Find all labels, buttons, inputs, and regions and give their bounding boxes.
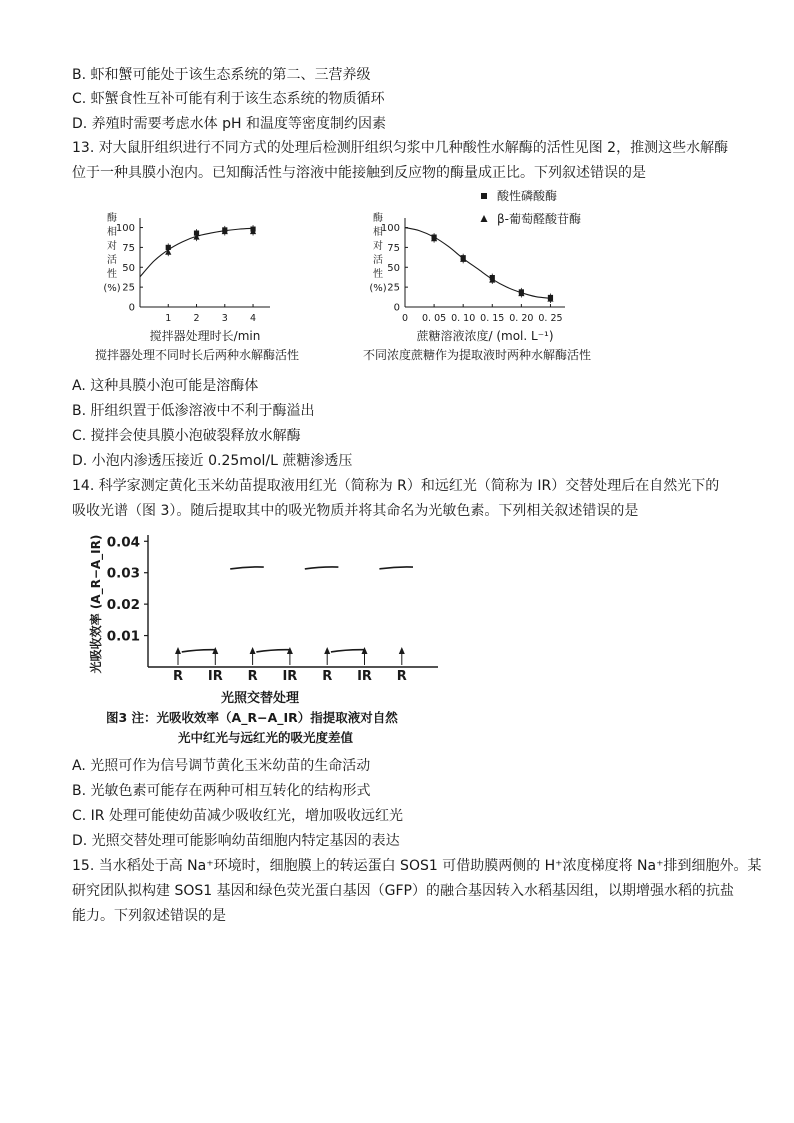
plot2-x-tick-label: 0. 05 [421, 313, 447, 324]
plot1-y-label-char: 性 [107, 269, 117, 280]
q14-option-a: A. 光照可作为信号调节黄化玉米幼苗的生命活动 [72, 758, 371, 774]
fig3-y-tick-label: 0.02 [106, 597, 140, 614]
q15-stem-line3: 能力。下列叙述错误的是 [72, 908, 226, 924]
plot1-x-label: 搅拌器处理时长/min [149, 329, 261, 343]
plot2-x-label: 蔗糖溶液浓度/ (mol. L⁻¹) [416, 329, 554, 343]
fig3-x-tick-label: R [172, 669, 184, 684]
plot2-y-tick-label: 0 [393, 302, 400, 314]
plot1-x-tick-label: 1 [165, 313, 172, 324]
q14-option-b: B. 光敏色素可能存在两种可相互转化的结构形式 [72, 783, 371, 799]
fig3-treatment-arrowhead [287, 647, 293, 654]
plot1-y-label-char: (%) [103, 283, 121, 294]
plot1-y-label-char: 相 [107, 227, 117, 238]
fig3-x-tick-label: R [322, 669, 333, 684]
plot2-x-tick-label: 0 [401, 313, 409, 324]
fig3-caption-line2: 光中红光与远红光的吸光度差值 [178, 730, 354, 745]
q13-stem-line2: 位于一种具膜小泡内。已知酶活性与溶液中能接触到反应物的酶量成正比。下列叙述错误的是 [72, 165, 646, 181]
plot1-y-label-char: 对 [107, 241, 117, 252]
fig3-treatment-arrowhead [250, 647, 256, 654]
plot1-x-tick-label: 3 [221, 313, 228, 324]
plot1-y-tick-label: 50 [122, 262, 135, 274]
fig3-y-tick-label: 0.04 [106, 534, 140, 551]
fig3-treatment-arrowhead [212, 647, 218, 654]
plot2-x-tick-label: 0. 10 [451, 313, 476, 324]
plot2-x-tick-label: 0. 25 [538, 313, 563, 324]
fig3-treatment-arrowhead [362, 647, 368, 654]
q14-stem-line1: 14. 科学家测定黄化玉米幼苗提取液用红光（简称为 R）和远红光（简称为 IR）交替处理后在自然光下的 [72, 478, 720, 494]
q15-stem-line2: 研究团队拟构建 SOS1 基因和绿色荧光蛋白基因（GFP）的融合基因转入水稻基因组，以期增强水稻的抗盐 [72, 883, 734, 899]
q13-option-c: C. 搅拌会使具膜小泡破裂释放水解酶 [72, 428, 301, 444]
fig3-x-tick-label: IR [207, 669, 223, 684]
fig3-treatment-arrowhead [324, 647, 330, 654]
plot1-caption: 搅拌器处理不同时长后两种水解酶活性 [94, 348, 300, 362]
fig3-x-tick-label: R [396, 669, 407, 684]
fig3-y-tick-label: 0.03 [106, 565, 140, 582]
plot2-caption: 不同浓度蔗糖作为提取液时两种水解酶活性 [362, 348, 592, 362]
option-b-top: B. 虾和蟹可能处于该生态系统的第二、三营养级 [72, 67, 371, 83]
plot2-y-label-char: 性 [373, 269, 383, 280]
plot2-y-label-char: 活 [373, 255, 383, 266]
plot2-x-tick-label: 0. 15 [480, 313, 505, 324]
plot1-y-tick-label: 0 [128, 302, 135, 314]
fig3-data-segment [379, 567, 413, 569]
fig3-x-tick-label: IR [282, 669, 298, 684]
fig3-data-segment [182, 650, 216, 652]
fig3-caption-line1: 图3 注：光吸收效率（A_R−A_IR）指提取液对自然 [106, 710, 398, 725]
plot2-x-tick-label: 0. 20 [509, 313, 534, 324]
plot2-y-label-char: 酶 [373, 213, 383, 224]
plot1-x-tick-label: 2 [193, 313, 200, 324]
q13-stem-line1: 13. 对大鼠肝组织进行不同方式的处理后检测肝组织匀浆中几种酸性水解酶的活性见图 2，推测这些水解酶 [72, 140, 729, 156]
plot1-x-tick-label: 4 [250, 313, 257, 324]
plot2-y-tick-label: 75 [387, 242, 400, 254]
plot2-y-tick-label: 25 [387, 282, 400, 294]
fig3-treatment-arrowhead [399, 647, 405, 654]
q13-option-d: D. 小泡内渗透压接近 0.25mol/L 蔗糖渗透压 [72, 453, 353, 469]
fig3-x-tick-label: IR [357, 669, 372, 684]
plot2-y-tick-label: 100 [380, 223, 400, 235]
fig3-x-tick-label: R [247, 669, 258, 684]
fig3-data-segment [256, 650, 290, 652]
plot1-y-tick-label: 25 [122, 282, 135, 294]
q15-stem-line1: 15. 当水稻处于高 Na⁺环境时，细胞膜上的转运蛋白 SOS1 可借助膜两侧的 H⁺浓度梯度将 Na⁺排到细胞外。某 [72, 858, 762, 874]
q14-stem-line2: 吸收光谱（图 3）。随后提取其中的吸光物质并将其命名为光敏色素。下列相关叙述错误的是 [72, 503, 639, 519]
plot2-y-tick-label: 50 [387, 262, 400, 274]
plot2-legend-label: 酸性磷酸酶 [497, 189, 558, 203]
fig3-data-segment [305, 567, 339, 569]
plot2-y-label-char: 相 [373, 227, 383, 238]
q14-option-d: D. 光照交替处理可能影响幼苗细胞内特定基因的表达 [72, 833, 400, 849]
plot1-y-tick-label: 75 [122, 242, 135, 254]
fig3-x-label: 光照交替处理 [220, 691, 300, 706]
fig3-data-segment [230, 567, 264, 569]
q13-option-b: B. 肝组织置于低渗溶液中不利于酶溢出 [72, 403, 315, 419]
plot1-y-label-char: 活 [107, 255, 117, 266]
q13-option-a: A. 这种具膜小泡可能是溶酶体 [72, 378, 259, 394]
fig3-treatment-arrowhead [175, 647, 181, 654]
plot2-legend-label: β-葡萄醛酸苷酶 [497, 212, 581, 226]
option-c-top: C. 虾蟹食性互补可能有利于该生态系统的物质循环 [72, 91, 385, 107]
fig3-data-segment [331, 650, 365, 652]
plot2-y-label-char: (%) [369, 283, 387, 294]
plot1-y-tick-label: 100 [115, 223, 135, 235]
fig3-y-label: 光吸收效率 (A_R−A_IR) [89, 534, 103, 674]
option-d-top: D. 养殖时需要考虑水体 pH 和温度等密度制约因素 [72, 116, 386, 132]
q14-option-c: C. IR 处理可能使幼苗减少吸收红光，增加吸收远红光 [72, 808, 403, 824]
fig3-y-tick-label: 0.01 [106, 628, 140, 645]
plot2-y-label-char: 对 [373, 241, 383, 252]
plot1-y-label-char: 酶 [107, 213, 117, 224]
